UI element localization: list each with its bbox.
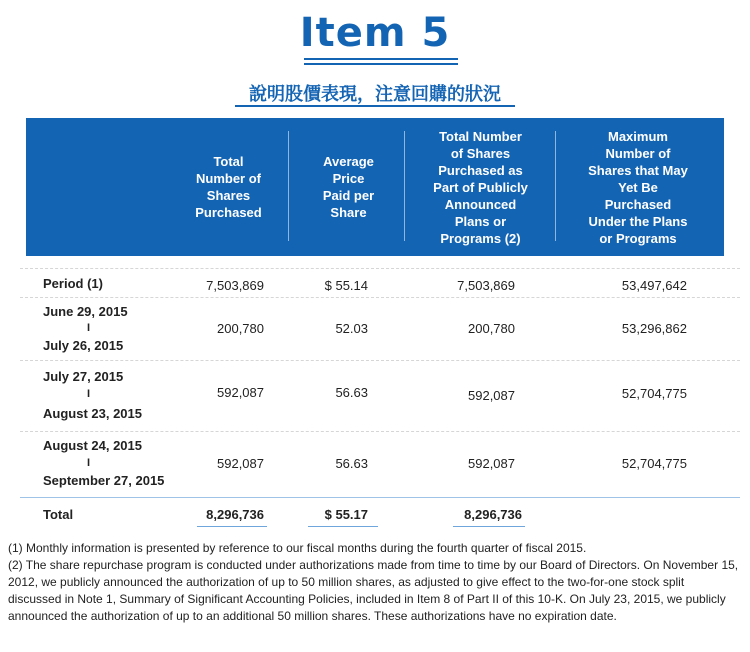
footnote-1: (1) Monthly information is presented by reference to our fiscal months during the fourth quarter of fiscal 2015. (8, 541, 587, 555)
row-label-separator: I (87, 322, 91, 334)
header-plans-shares: Total Number of Shares Purchased as Part of Publicly Announced Plans or Programs (2) (433, 128, 528, 246)
header-maximum-shares: Maximum Number of Shares that May Yet Be Purchased Under the Plans or Programs (588, 128, 688, 246)
row-label-start: July 27, 2015 (43, 369, 124, 384)
header-average-price: Average Price Paid per Share (322, 154, 375, 220)
total-shares: 8,296,736 (206, 507, 264, 522)
row-divider (20, 268, 740, 269)
footnote-2: (2) The share repurchase program is conducted under authorizations made from time to time by our Board of Directors. On November 15, 2012, we publicly announced the authorization of up to 50 million shares, as adjusted to give effect to the two-for-one stock split discussed in Note 1, Summary of Significant Accounting Policies, included in Item 8 of Part II of this 10-K. On July 23, 2015, we publicly announced the authorization of up to an additional 50 million shares. These authorizations have no expiration date. (8, 558, 739, 623)
header-divider (288, 131, 289, 241)
cell-total: 200,780 (217, 321, 264, 336)
row-label-separator: I (87, 388, 91, 400)
cell-total: 592,087 (217, 385, 264, 400)
total-underline (308, 526, 378, 527)
header-divider (555, 131, 556, 241)
cell-total: 592,087 (217, 456, 264, 471)
cell-max: 52,704,775 (621, 456, 687, 471)
row-label-end: August 23, 2015 (43, 406, 142, 421)
header-total-shares: Total Number of Shares Purchased (195, 154, 262, 220)
cell-plans: 592,087 (468, 456, 515, 471)
cell-price: 56.63 (335, 385, 368, 400)
row-label-start: June 29, 2015 (43, 304, 128, 319)
cell-price: 52.03 (335, 321, 368, 336)
total-label: Total (43, 507, 74, 522)
header-divider (404, 131, 405, 241)
footnotes (8, 540, 740, 625)
row-label-separator: I (87, 457, 91, 469)
cell-max: 53,497,642 (621, 278, 687, 293)
cell-plans: 592,087 (468, 388, 515, 403)
cell-total: 7,503,869 (206, 278, 264, 293)
row-label: Period (1) (43, 276, 103, 291)
subtitle-underline (235, 105, 515, 107)
cell-plans: 7,503,869 (457, 278, 515, 293)
title-underline-2 (304, 63, 458, 65)
total-divider (20, 497, 740, 498)
page-subtitle: 說明股價表現，注意回購的狀況 (249, 84, 501, 105)
row-label-end: September 27, 2015 (43, 473, 165, 488)
total-plans-shares: 8,296,736 (464, 507, 522, 522)
title-underline (304, 58, 458, 60)
page-title: Item 5 (299, 10, 451, 56)
row-divider (20, 431, 740, 432)
cell-max: 53,296,862 (621, 321, 687, 336)
cell-price: 56.63 (335, 456, 368, 471)
row-divider (20, 360, 740, 361)
cell-plans: 200,780 (468, 321, 515, 336)
total-underline (453, 526, 525, 527)
cell-max: 52,704,775 (621, 386, 687, 401)
cell-price: $ 55.14 (324, 278, 368, 293)
total-underline (197, 526, 267, 527)
row-divider (20, 297, 740, 298)
row-label-start: August 24, 2015 (43, 438, 142, 453)
total-average-price: $ 55.17 (324, 507, 368, 522)
row-label-end: July 26, 2015 (43, 338, 124, 353)
